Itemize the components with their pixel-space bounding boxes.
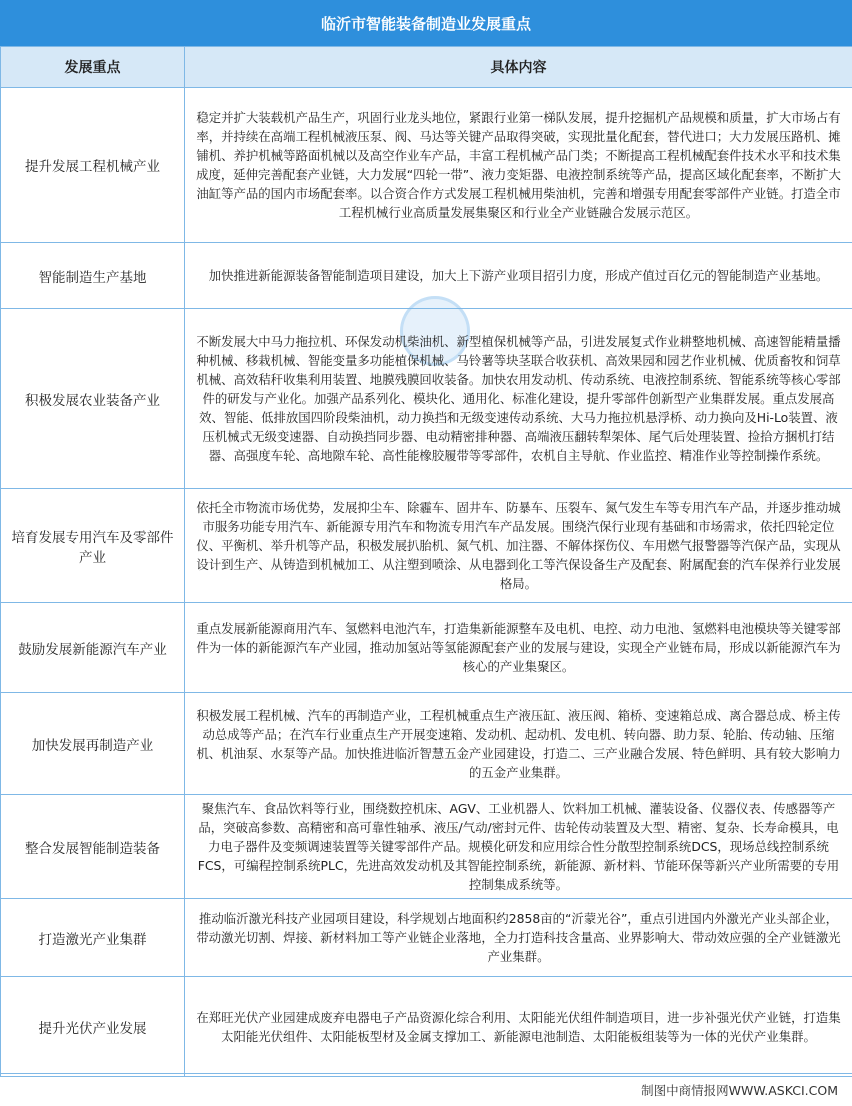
row-key: 智能制造生产基地 bbox=[1, 243, 185, 309]
table-row bbox=[1, 603, 852, 693]
table-row bbox=[1, 489, 852, 603]
row-content: 重点发展新能源商用汽车、氢燃料电池汽车，打造集新能源整车及电机、电控、动力电池、氢燃料电池模块等关键零部件为一体的新能源汽车产业园，推动加氢站等氢能源配套产业的发展与建设，实现全产业链布局，形成以新能源汽车为核心的产业集聚区。 bbox=[185, 603, 852, 693]
page-title: 临沂市智能装备制造业发展重点 bbox=[0, 0, 852, 46]
column-header-focus: 发展重点 bbox=[1, 47, 185, 88]
row-key: 提升发展工程机械产业 bbox=[1, 88, 185, 243]
row-key: 提升光伏产业发展 bbox=[1, 977, 185, 1077]
row-key: 培育发展专用汽车及零部件产业 bbox=[1, 489, 185, 603]
row-content: 在郑旺光伏产业园建成废弃电器电子产品资源化综合利用、太阳能光伏组件制造项目，进一步补强光伏产业链，打造集太阳能光伏组件、太阳能板型材及金属支撑加工、新能源电池制造、太阳能板组装等为一体的光伏产业集群。 bbox=[185, 977, 852, 1077]
row-content: 聚焦汽车、食品饮料等行业，围绕数控机床、AGV、工业机器人、饮料加工机械、灌装设备、仪器仪表、传感器等产品，突破高参数、高精密和高可靠性轴承、液压/气动/密封元件、齿轮传动装置及大型、精密、复杂、长寿命模具，电力电子器件及变频调速装置等关键零部件产品。规模化研发和应用综合性分散型控制系统DCS，现场总线控制系统FCS，可编程控制系统PLC，先进高效发动机及其智能控制系统，新能源、新材料、节能环保等新兴产业所需要的专用控制集成系统等。 bbox=[185, 795, 852, 899]
row-key: 鼓励发展新能源汽车产业 bbox=[1, 603, 185, 693]
row-content: 依托全市物流市场优势，发展抑尘车、除霾车、固井车、防暴车、压裂车、氮气发生车等专用汽车产品，并逐步推动城市服务功能专用汽车、新能源专用汽车和物流专用汽车产品发展。围绕汽保行业现有基础和市场需求，依托四轮定位仪、平衡机、举升机等产品，积极发展扒胎机、氮气机、加注器、不解体探伤仪、车用燃气报警器等汽保产品，实现从设计到生产、从铸造到机械加工、从注塑到喷涂、从电器到化工等汽保设备生产及配套、附属配套的汽车保养行业发展格局。 bbox=[185, 489, 852, 603]
row-content: 不断发展大中马力拖拉机、环保发动机柴油机、新型植保机械等产品，引进发展复式作业耕整地机械、高速智能精量播种机械、移栽机械、智能变量多功能植保机械、马铃薯等块茎联合收获机、高效果园和园艺作业机械、优质畜牧和饲草机械、高效秸秆收集利用装置、地膜残膜回收装备。加快农用发动机、传动系统、电液控制系统、智能系统等核心零部件的研发与产业化。加强产品系列化、模块化、通用化、标准化建设，提升零部件创新型产业集群发展。重点发展高效、智能、低排放国四阶段柴油机，动力换挡和无级变速传动系统、大马力拖拉机悬浮桥、动力换向及Hi-Lo装置、液压机械式无级变速器、自动换挡同步器、电动精密排种器、高端液压翻转犁架体、尾气后处理装置、捡拾方捆机打结器、高强度车轮、高地隙车轮、高性能橡胶履带等零部件，农机自主导航、作业监控、精准作业等控制操作系统。 bbox=[185, 309, 852, 489]
table-row bbox=[1, 309, 852, 489]
footer bbox=[0, 1073, 852, 1106]
row-key: 加快发展再制造产业 bbox=[1, 693, 185, 795]
row-key: 打造激光产业集群 bbox=[1, 899, 185, 977]
row-key: 整合发展智能制造装备 bbox=[1, 795, 185, 899]
table-row bbox=[1, 795, 852, 899]
table-row bbox=[1, 977, 852, 1077]
source-credit: 制图中商情报网WWW.ASKCI.COM bbox=[641, 1081, 838, 1099]
table-row bbox=[1, 88, 852, 243]
row-content: 积极发展工程机械、汽车的再制造产业，工程机械重点生产液压缸、液压阀、箱桥、变速箱总成、离合器总成、桥主传动总成等产品；在汽车行业重点生产开展变速箱、发动机、起动机、发电机、转向器、助力泵、轮胎、传动轴、压缩机、机油泵、水泵等产品。加快推进临沂智慧五金产业园建设，打造二、三产业融合发展、特色鲜明、具有较大影响力的五金产业集群。 bbox=[185, 693, 852, 795]
development-focus-table bbox=[0, 46, 852, 1077]
table-row bbox=[1, 899, 852, 977]
row-content: 加快推进新能源装备智能制造项目建设，加大上下游产业项目招引力度，形成产值过百亿元的智能制造产业基地。 bbox=[185, 243, 852, 309]
row-content: 推动临沂激光科技产业园项目建设，科学规划占地面积约2858亩的“沂蒙光谷”，重点引进国内外激光产业头部企业，带动激光切割、焊接、新材料加工等产业链企业落地，全力打造科技含量高、业界影响大、带动效应强的全产业链激光产业集群。 bbox=[185, 899, 852, 977]
table-row bbox=[1, 243, 852, 309]
table-header-row bbox=[1, 47, 852, 88]
row-key: 积极发展农业装备产业 bbox=[1, 309, 185, 489]
row-content: 稳定并扩大装载机产品生产，巩固行业龙头地位，紧跟行业第一梯队发展，提升挖掘机产品规模和质量，扩大市场占有率，并持续在高端工程机械液压泵、阀、马达等关键产品取得突破，实现批量化配套，替代进口；大力发展压路机、摊铺机、养护机械等路面机械以及高空作业车产品，丰富工程机械产品门类；不断提高工程机械配套件技术水平和技术集成度，延伸完善配套产业链，大力发展“四轮一带”、液力变矩器、电液控制系统等产品，提高区域化配套率，不断扩大油缸等产品的国内市场配套率。以合资合作方式发展工程机械用柴油机，完善和增强专用配套零部件产业链。打造全市工程机械行业高质量发展集聚区和行业全产业链融合发展示范区。 bbox=[185, 88, 852, 243]
table-row bbox=[1, 693, 852, 795]
column-header-content: 具体内容 bbox=[185, 47, 852, 88]
